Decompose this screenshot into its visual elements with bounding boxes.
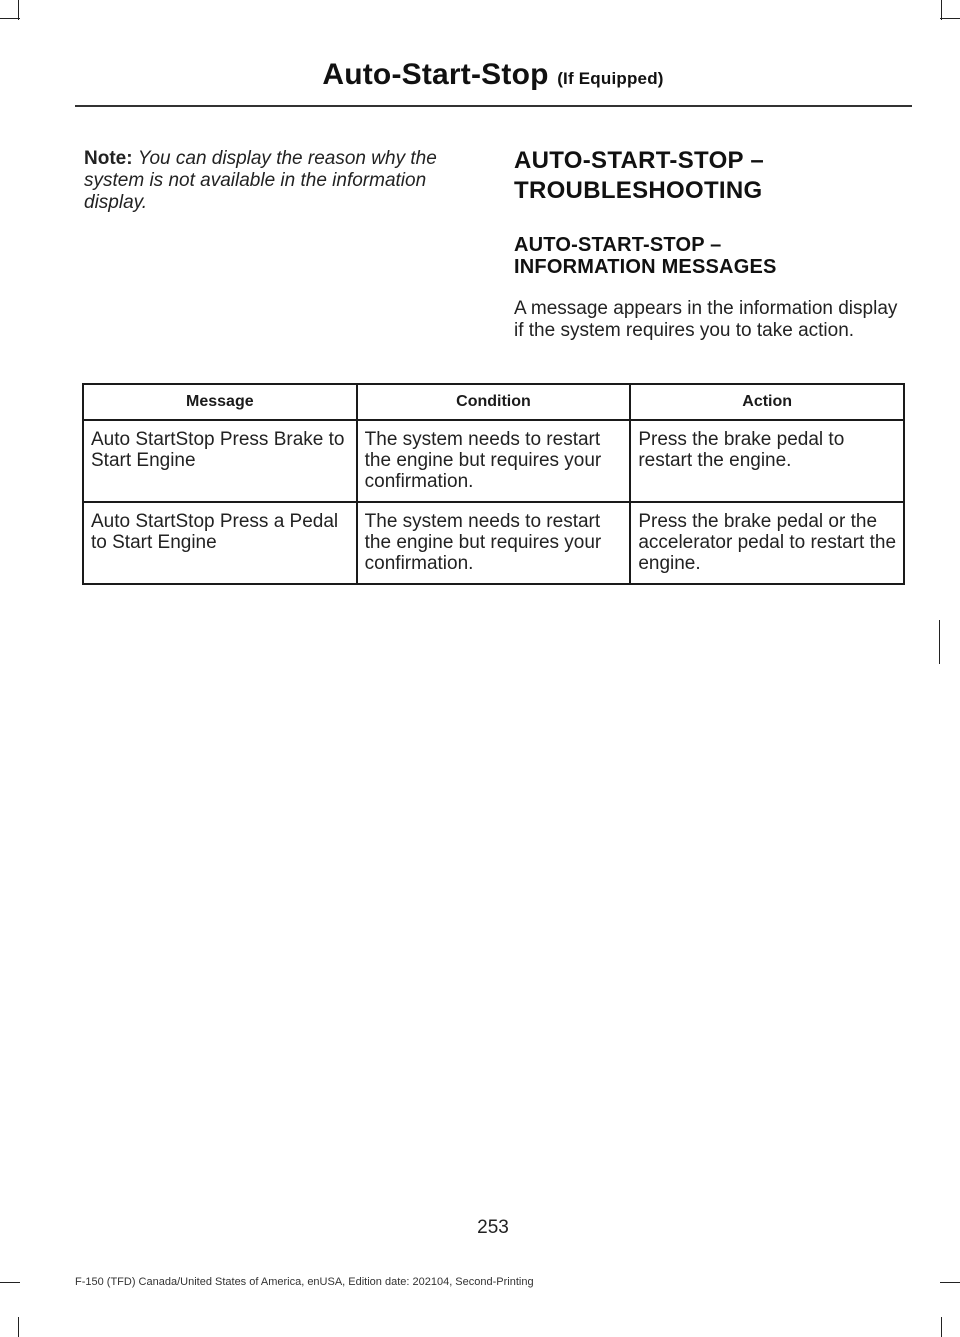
- condition-cell: The system needs to restart the engine but requires your confirmation.: [357, 502, 631, 584]
- note-paragraph: [84, 148, 474, 214]
- intro-paragraph: A message appears in the information display if the system requires you to take action.: [514, 298, 898, 341]
- crop-mark-top-left: [18, 0, 19, 20]
- column-header-condition: Condition: [357, 384, 631, 420]
- action-cell: Press the brake pedal to restart the engine.: [630, 420, 904, 502]
- condition-cell: The system needs to restart the engine but requires your confirmation.: [357, 420, 631, 502]
- table-row: [83, 420, 904, 502]
- section-heading-line1: AUTO-START-STOP –: [514, 147, 765, 174]
- crop-mark-bottom-right: [941, 1317, 942, 1337]
- crop-mark-right-mid: [939, 620, 940, 664]
- message-cell: Auto StartStop Press a Pedal to Start Engine: [83, 502, 357, 584]
- crop-mark-top-right: [941, 0, 942, 20]
- note-text: You can display the reason why the system is not available in the information display.: [84, 148, 437, 213]
- section-heading-line2: TROUBLESHOOTING: [514, 177, 763, 204]
- header-divider: [75, 105, 912, 107]
- header-title-text: Auto-Start-Stop: [322, 58, 549, 91]
- crop-mark-right-upper: [940, 18, 960, 19]
- information-messages-table: [82, 383, 905, 585]
- header-qualifier: (If Equipped): [557, 69, 664, 88]
- note-label: Note:: [84, 148, 133, 169]
- page-header-title: [0, 58, 960, 92]
- crop-mark-bottom-left: [18, 1317, 19, 1337]
- page-number: 253: [477, 1217, 509, 1238]
- crop-mark-right-lower: [940, 1282, 960, 1283]
- table-header-row: [83, 384, 904, 420]
- table-row: [83, 502, 904, 584]
- subheading-line2: INFORMATION MESSAGES: [514, 256, 777, 278]
- message-cell: Auto StartStop Press Brake to Start Engine: [83, 420, 357, 502]
- action-cell: Press the brake pedal or the accelerator pedal to restart the engine.: [630, 502, 904, 584]
- crop-mark-left-upper: [0, 18, 20, 19]
- column-header-message: Message: [83, 384, 357, 420]
- crop-mark-left-lower: [0, 1282, 20, 1283]
- column-header-action: Action: [630, 384, 904, 420]
- footer-edition-text: F-150 (TFD) Canada/United States of America, enUSA, Edition date: 202104, Second-Printing: [75, 1276, 534, 1288]
- subheading-line1: AUTO-START-STOP –: [514, 234, 722, 256]
